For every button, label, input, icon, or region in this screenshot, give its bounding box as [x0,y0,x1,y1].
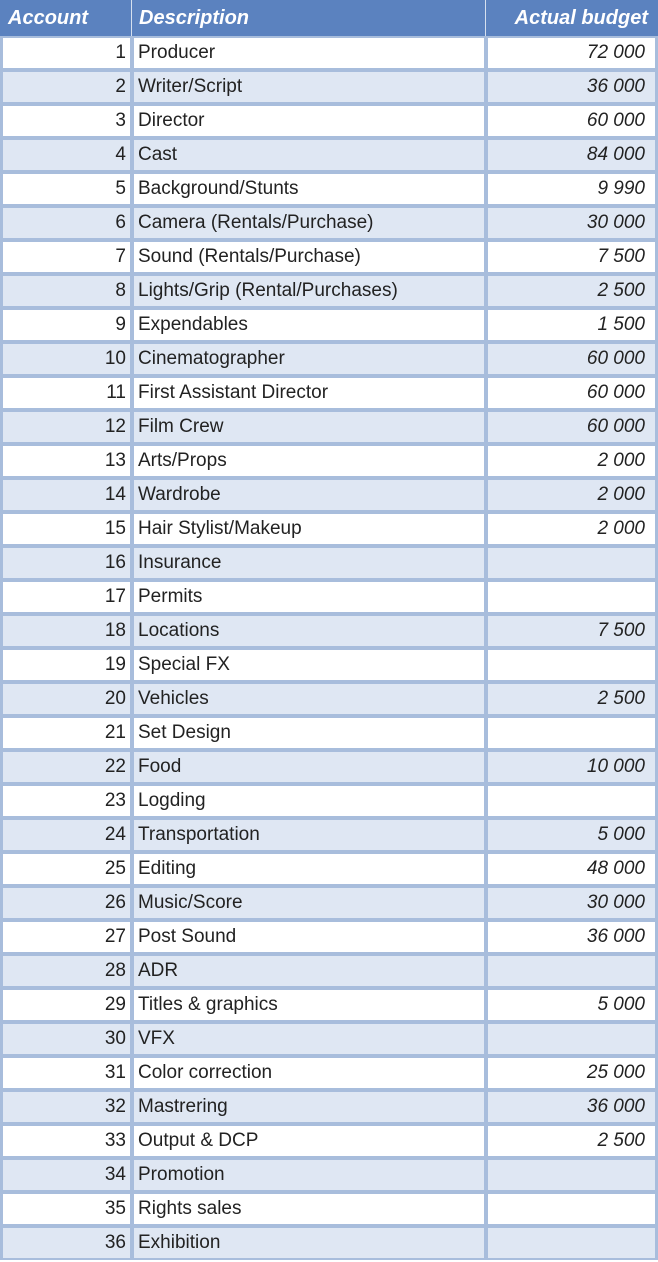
description-cell: Background/Stunts [132,172,486,206]
table-row [0,1192,658,1226]
table-row [0,818,658,852]
account-cell: 27 [0,920,132,954]
account-cell: 4 [0,138,132,172]
budget-cell: 30 000 [486,206,658,240]
description-cell: Expendables [132,308,486,342]
account-cell: 36 [0,1226,132,1260]
budget-cell [486,580,658,614]
description-cell: Output & DCP [132,1124,486,1158]
account-cell: 2 [0,70,132,104]
account-cell: 14 [0,478,132,512]
account-cell: 5 [0,172,132,206]
table-row [0,954,658,988]
account-cell: 9 [0,308,132,342]
description-cell: ADR [132,954,486,988]
budget-cell: 48 000 [486,852,658,886]
account-cell: 1 [0,36,132,70]
account-cell: 17 [0,580,132,614]
table-row [0,138,658,172]
account-cell: 6 [0,206,132,240]
table-row [0,784,658,818]
table-row [0,988,658,1022]
table-row [0,410,658,444]
table-row [0,682,658,716]
account-cell: 18 [0,614,132,648]
table-row [0,478,658,512]
header-actual-budget: Actual budget [486,0,658,36]
description-cell: Cinematographer [132,342,486,376]
account-cell: 26 [0,886,132,920]
budget-cell: 9 990 [486,172,658,206]
description-cell: Promotion [132,1158,486,1192]
table-row [0,1226,658,1260]
description-cell: First Assistant Director [132,376,486,410]
description-cell: Film Crew [132,410,486,444]
table-row [0,580,658,614]
budget-cell: 5 000 [486,818,658,852]
description-cell: Locations [132,614,486,648]
budget-cell [486,1226,658,1260]
budget-cell: 84 000 [486,138,658,172]
table-row [0,36,658,70]
description-cell: Transportation [132,818,486,852]
budget-cell: 25 000 [486,1056,658,1090]
budget-cell: 72 000 [486,36,658,70]
description-cell: Set Design [132,716,486,750]
description-cell: Camera (Rentals/Purchase) [132,206,486,240]
table-row [0,240,658,274]
account-cell: 12 [0,410,132,444]
account-cell: 31 [0,1056,132,1090]
account-cell: 3 [0,104,132,138]
table-row [0,444,658,478]
budget-cell: 2 000 [486,478,658,512]
description-cell: Wardrobe [132,478,486,512]
budget-cell: 7 500 [486,240,658,274]
table-row [0,614,658,648]
budget-cell [486,716,658,750]
account-cell: 32 [0,1090,132,1124]
budget-cell: 2 000 [486,512,658,546]
table-row [0,886,658,920]
account-cell: 20 [0,682,132,716]
budget-cell: 60 000 [486,376,658,410]
budget-cell: 60 000 [486,410,658,444]
account-cell: 22 [0,750,132,784]
description-cell: Logding [132,784,486,818]
budget-cell: 7 500 [486,614,658,648]
account-cell: 8 [0,274,132,308]
description-cell: Writer/Script [132,70,486,104]
description-cell: Editing [132,852,486,886]
budget-cell: 60 000 [486,104,658,138]
account-cell: 33 [0,1124,132,1158]
account-cell: 25 [0,852,132,886]
description-cell: Lights/Grip (Rental/Purchases) [132,274,486,308]
budget-cell: 1 500 [486,308,658,342]
table-row [0,852,658,886]
description-cell: Vehicles [132,682,486,716]
budget-cell: 36 000 [486,920,658,954]
description-cell: Mastrering [132,1090,486,1124]
description-cell: Food [132,750,486,784]
description-cell: Music/Score [132,886,486,920]
table-row [0,70,658,104]
table-row [0,716,658,750]
table-row [0,1090,658,1124]
description-cell: Insurance [132,546,486,580]
table-row [0,206,658,240]
table-row [0,750,658,784]
description-cell: Cast [132,138,486,172]
header-account: Account [0,0,132,36]
table-row [0,512,658,546]
table-body [0,36,658,1260]
budget-cell: 2 500 [486,1124,658,1158]
account-cell: 21 [0,716,132,750]
table-row [0,648,658,682]
table-row [0,308,658,342]
account-cell: 11 [0,376,132,410]
account-cell: 15 [0,512,132,546]
description-cell: Exhibition [132,1226,486,1260]
account-cell: 35 [0,1192,132,1226]
table-row [0,546,658,580]
budget-cell: 30 000 [486,886,658,920]
description-cell: Permits [132,580,486,614]
description-cell: VFX [132,1022,486,1056]
budget-cell [486,784,658,818]
budget-cell: 5 000 [486,988,658,1022]
description-cell: Color correction [132,1056,486,1090]
description-cell: Producer [132,36,486,70]
table-row [0,1124,658,1158]
budget-cell [486,1192,658,1226]
table-row [0,1056,658,1090]
header-description: Description [132,0,486,36]
account-cell: 7 [0,240,132,274]
account-cell: 16 [0,546,132,580]
budget-cell [486,1158,658,1192]
budget-cell: 36 000 [486,1090,658,1124]
account-cell: 28 [0,954,132,988]
table-row [0,342,658,376]
budget-cell: 2 000 [486,444,658,478]
budget-cell: 10 000 [486,750,658,784]
budget-cell: 2 500 [486,274,658,308]
account-cell: 19 [0,648,132,682]
description-cell: Rights sales [132,1192,486,1226]
description-cell: Hair Stylist/Makeup [132,512,486,546]
table-row [0,104,658,138]
table-row [0,1022,658,1056]
account-cell: 34 [0,1158,132,1192]
description-cell: Post Sound [132,920,486,954]
budget-cell [486,1022,658,1056]
account-cell: 24 [0,818,132,852]
table-row [0,376,658,410]
account-cell: 13 [0,444,132,478]
budget-cell: 2 500 [486,682,658,716]
description-cell: Sound (Rentals/Purchase) [132,240,486,274]
description-cell: Titles & graphics [132,988,486,1022]
table-row [0,1158,658,1192]
description-cell: Arts/Props [132,444,486,478]
budget-cell: 36 000 [486,70,658,104]
account-cell: 10 [0,342,132,376]
account-cell: 23 [0,784,132,818]
description-cell: Special FX [132,648,486,682]
table-row [0,172,658,206]
description-cell: Director [132,104,486,138]
budget-cell [486,648,658,682]
table-header [0,0,658,36]
budget-cell [486,546,658,580]
table-row [0,920,658,954]
budget-cell: 60 000 [486,342,658,376]
table-row [0,274,658,308]
budget-cell [486,954,658,988]
account-cell: 29 [0,988,132,1022]
account-cell: 30 [0,1022,132,1056]
header-row [0,0,658,36]
